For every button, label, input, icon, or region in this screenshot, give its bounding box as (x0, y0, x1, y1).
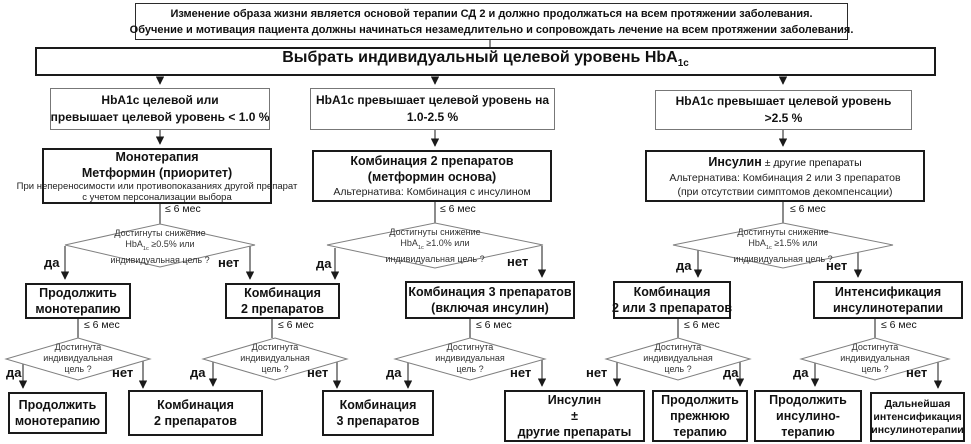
goal3-line3: цель ? (456, 364, 484, 374)
decision1-threshold: ≥0.5% или (148, 239, 195, 249)
goal2-line1: Достигнута (251, 342, 299, 352)
final4-line3: другие препараты (517, 425, 632, 439)
yes-label-d1: да (44, 255, 60, 270)
select-target-title-box (35, 47, 936, 76)
header-col3-line2: >2.5 % (764, 111, 803, 125)
banner-line-1: Изменение образа жизни является основой терапии СД 2 и должно продолжаться на всем протяжении заболевания. (170, 7, 813, 20)
header-col2-line2: 1.0-2.5 % (406, 110, 459, 124)
mid4-line2: 2 или 3 препаратов (611, 301, 733, 315)
mid1-line1: Продолжить (39, 286, 117, 300)
header-col3-line1: HbA1c превышает целевой уровень (675, 94, 892, 108)
header-col3-box (655, 90, 912, 130)
decision2-line1: Достигнуты снижение (389, 227, 481, 237)
decision2-threshold: ≥1.0% или (423, 238, 470, 248)
decision1-hba: HbA (125, 239, 143, 249)
goal5-line1: Достигнута (851, 342, 899, 352)
goal1-line3: цель ? (64, 364, 92, 374)
combo2-line1: Комбинация 2 препаратов (350, 154, 514, 168)
combo23-mid-box (613, 281, 731, 319)
timer-label-4: ≤ 6 мес (84, 319, 120, 331)
continue-mono-mid-box (25, 283, 131, 319)
decision-hba-col2 (360, 227, 510, 265)
insulin-therapy-box (645, 150, 925, 202)
title-subscript: 1c (677, 58, 689, 70)
header-col1-line1: HbA1c целевой или (101, 93, 219, 107)
final7-line1: Дальнейшая (884, 397, 951, 410)
final-insulin-other-box (504, 390, 645, 442)
final-combo3-box (322, 390, 434, 436)
final5-line3: терапию (673, 425, 727, 439)
timer-label-6: ≤ 6 мес (476, 319, 512, 331)
final6-line1: Продолжить (769, 393, 847, 407)
no-label-g2: нет (307, 365, 329, 380)
decision1-line1: Достигнуты снижение (114, 228, 206, 238)
decision3-line2 (708, 238, 858, 254)
decision1-line3: индивидуальная цель ? (110, 254, 210, 265)
goal3-line2: индивидуальная (435, 353, 505, 363)
lifestyle-banner (129, 3, 854, 40)
decision3-line1: Достигнуты снижение (737, 227, 829, 237)
final6-line3: терапию (781, 425, 835, 439)
final7-line2: интенсификация (873, 410, 962, 423)
combo2-note1: Альтернатива: Комбинация с инсулином (333, 186, 531, 198)
timer-label-3: ≤ 6 мес (790, 203, 826, 215)
goal2-line3: цель ? (261, 364, 289, 374)
insulin-bold-text: Инсулин (708, 154, 762, 169)
goal4-line1: Достигнута (654, 342, 702, 352)
monotherapy-note2: с учетом персонализации выбора (82, 192, 232, 203)
decision1-line2 (85, 239, 235, 255)
decision3-hba-sub: 1c (765, 244, 772, 251)
decision-hba-col1 (85, 228, 235, 266)
monotherapy-note1: При непереносимости или противопоказаниях другой препарат (16, 181, 298, 192)
yes-label-g4: да (723, 365, 739, 380)
final2-line2: 2 препаратов (154, 414, 237, 428)
monotherapy-line2: Метформин (приоритет) (81, 166, 233, 180)
goal4-line2: индивидуальная (643, 353, 713, 363)
no-label-d2: нет (507, 254, 529, 269)
final4-line1: Инсулин (547, 393, 602, 407)
goal5-line3: цель ? (861, 364, 889, 374)
final-continue-prev-box (652, 390, 748, 442)
decision2-hba-sub: 1c (417, 244, 424, 251)
timer-label-2: ≤ 6 мес (440, 203, 476, 215)
final1-line2: монотерапию (14, 414, 101, 428)
combo3-insulin-mid-box (405, 281, 575, 319)
mid1-line2: монотерапию (35, 302, 121, 316)
yes-label-d2: да (316, 256, 332, 271)
page-title (282, 48, 688, 74)
header-col1-line2: превышает целевой уровень < 1.0 % (50, 110, 270, 124)
timer-label-1: ≤ 6 мес (165, 203, 201, 215)
yes-label-g1: да (6, 365, 22, 380)
final6-line2: инсулино- (776, 409, 840, 423)
combo2-therapy-box (312, 150, 552, 202)
goal1-line2: индивидуальная (43, 353, 113, 363)
mid5-line1: Интенсификация (834, 285, 942, 299)
monotherapy-box (16, 148, 298, 204)
final1-line1: Продолжить (18, 398, 97, 412)
no-label-d1: нет (218, 255, 240, 270)
yes-label-g5: да (793, 365, 809, 380)
final-continue-insulin-box (754, 390, 862, 442)
insulin-note2: (при отсутствии симптомов декомпенсации) (677, 185, 893, 198)
timer-label-8: ≤ 6 мес (881, 319, 917, 331)
timer-label-5: ≤ 6 мес (278, 319, 314, 331)
decision3-hba: HbA (748, 238, 766, 248)
decision3-threshold: ≥1.5% или (771, 238, 818, 248)
combo2-mid-box (225, 283, 340, 319)
final5-line2: прежнюю (670, 409, 730, 423)
intensify-mid-box (813, 281, 963, 319)
yes-label-d3: да (676, 258, 692, 273)
final7-line3: инсулинотерапии (871, 423, 964, 436)
final-combo2-box (128, 390, 263, 436)
final5-line1: Продолжить (661, 393, 739, 407)
no-label-g5: нет (906, 365, 928, 380)
yes-label-g3: да (386, 365, 402, 380)
header-col2-box (310, 88, 555, 130)
final-further-intensify-box (870, 392, 965, 442)
no-label-d3: нет (826, 258, 848, 273)
decision2-line2 (360, 238, 510, 254)
title-text: Выбрать индивидуальный целевой уровень HbA (282, 49, 678, 67)
final4-line2: ± (571, 409, 578, 423)
insulin-note1: Альтернатива: Комбинация 2 или 3 препаратов (669, 171, 901, 184)
decision-goal-3 (420, 342, 520, 375)
decision3-line3: индивидуальная цель ? (733, 253, 833, 264)
decision1-hba-sub: 1c (142, 245, 149, 252)
timer-label-7: ≤ 6 мес (684, 319, 720, 331)
no-label-g4: нет (586, 365, 608, 380)
mid5-line2: инсулинотерапии (832, 301, 944, 315)
combo2-line2: (метформин основа) (367, 170, 497, 184)
header-col1-box (50, 88, 270, 130)
decision2-line3: индивидуальная цель ? (385, 253, 485, 264)
monotherapy-line1: Монотерапия (115, 150, 199, 164)
final3-line2: 3 препаратов (336, 414, 420, 428)
mid2-line2: 2 препаратов (241, 302, 324, 316)
banner-line-2: Обучение и мотивация пациента должны начинаться незамедлительно и сопровождать лечение на всем протяжении заболевания. (129, 23, 854, 36)
header-col2-line1: HbA1c превышает целевой уровень на (315, 93, 550, 107)
mid2-line1: Комбинация (244, 286, 321, 300)
goal3-line1: Достигнута (446, 342, 494, 352)
no-label-g1: нет (112, 365, 134, 380)
goal5-line2: индивидуальная (840, 353, 910, 363)
goal4-line3: цель ? (664, 364, 692, 374)
goal2-line2: индивидуальная (240, 353, 310, 363)
goal1-line1: Достигнута (54, 342, 102, 352)
insulin-line1 (708, 154, 861, 171)
mid4-line1: Комбинация (633, 285, 711, 299)
decision-goal-4 (628, 342, 728, 375)
insulin-rest-text: ± другие препараты (761, 156, 862, 169)
mid3-line2: (включая инсулин) (431, 301, 549, 315)
final2-line1: Комбинация (157, 398, 234, 412)
mid3-line1: Комбинация 3 препаратов (408, 285, 572, 299)
yes-label-g2: да (190, 365, 206, 380)
final3-line1: Комбинация (339, 398, 417, 412)
final-continue-mono-box (8, 392, 107, 434)
no-label-g3: нет (510, 365, 532, 380)
decision2-hba: HbA (400, 238, 418, 248)
